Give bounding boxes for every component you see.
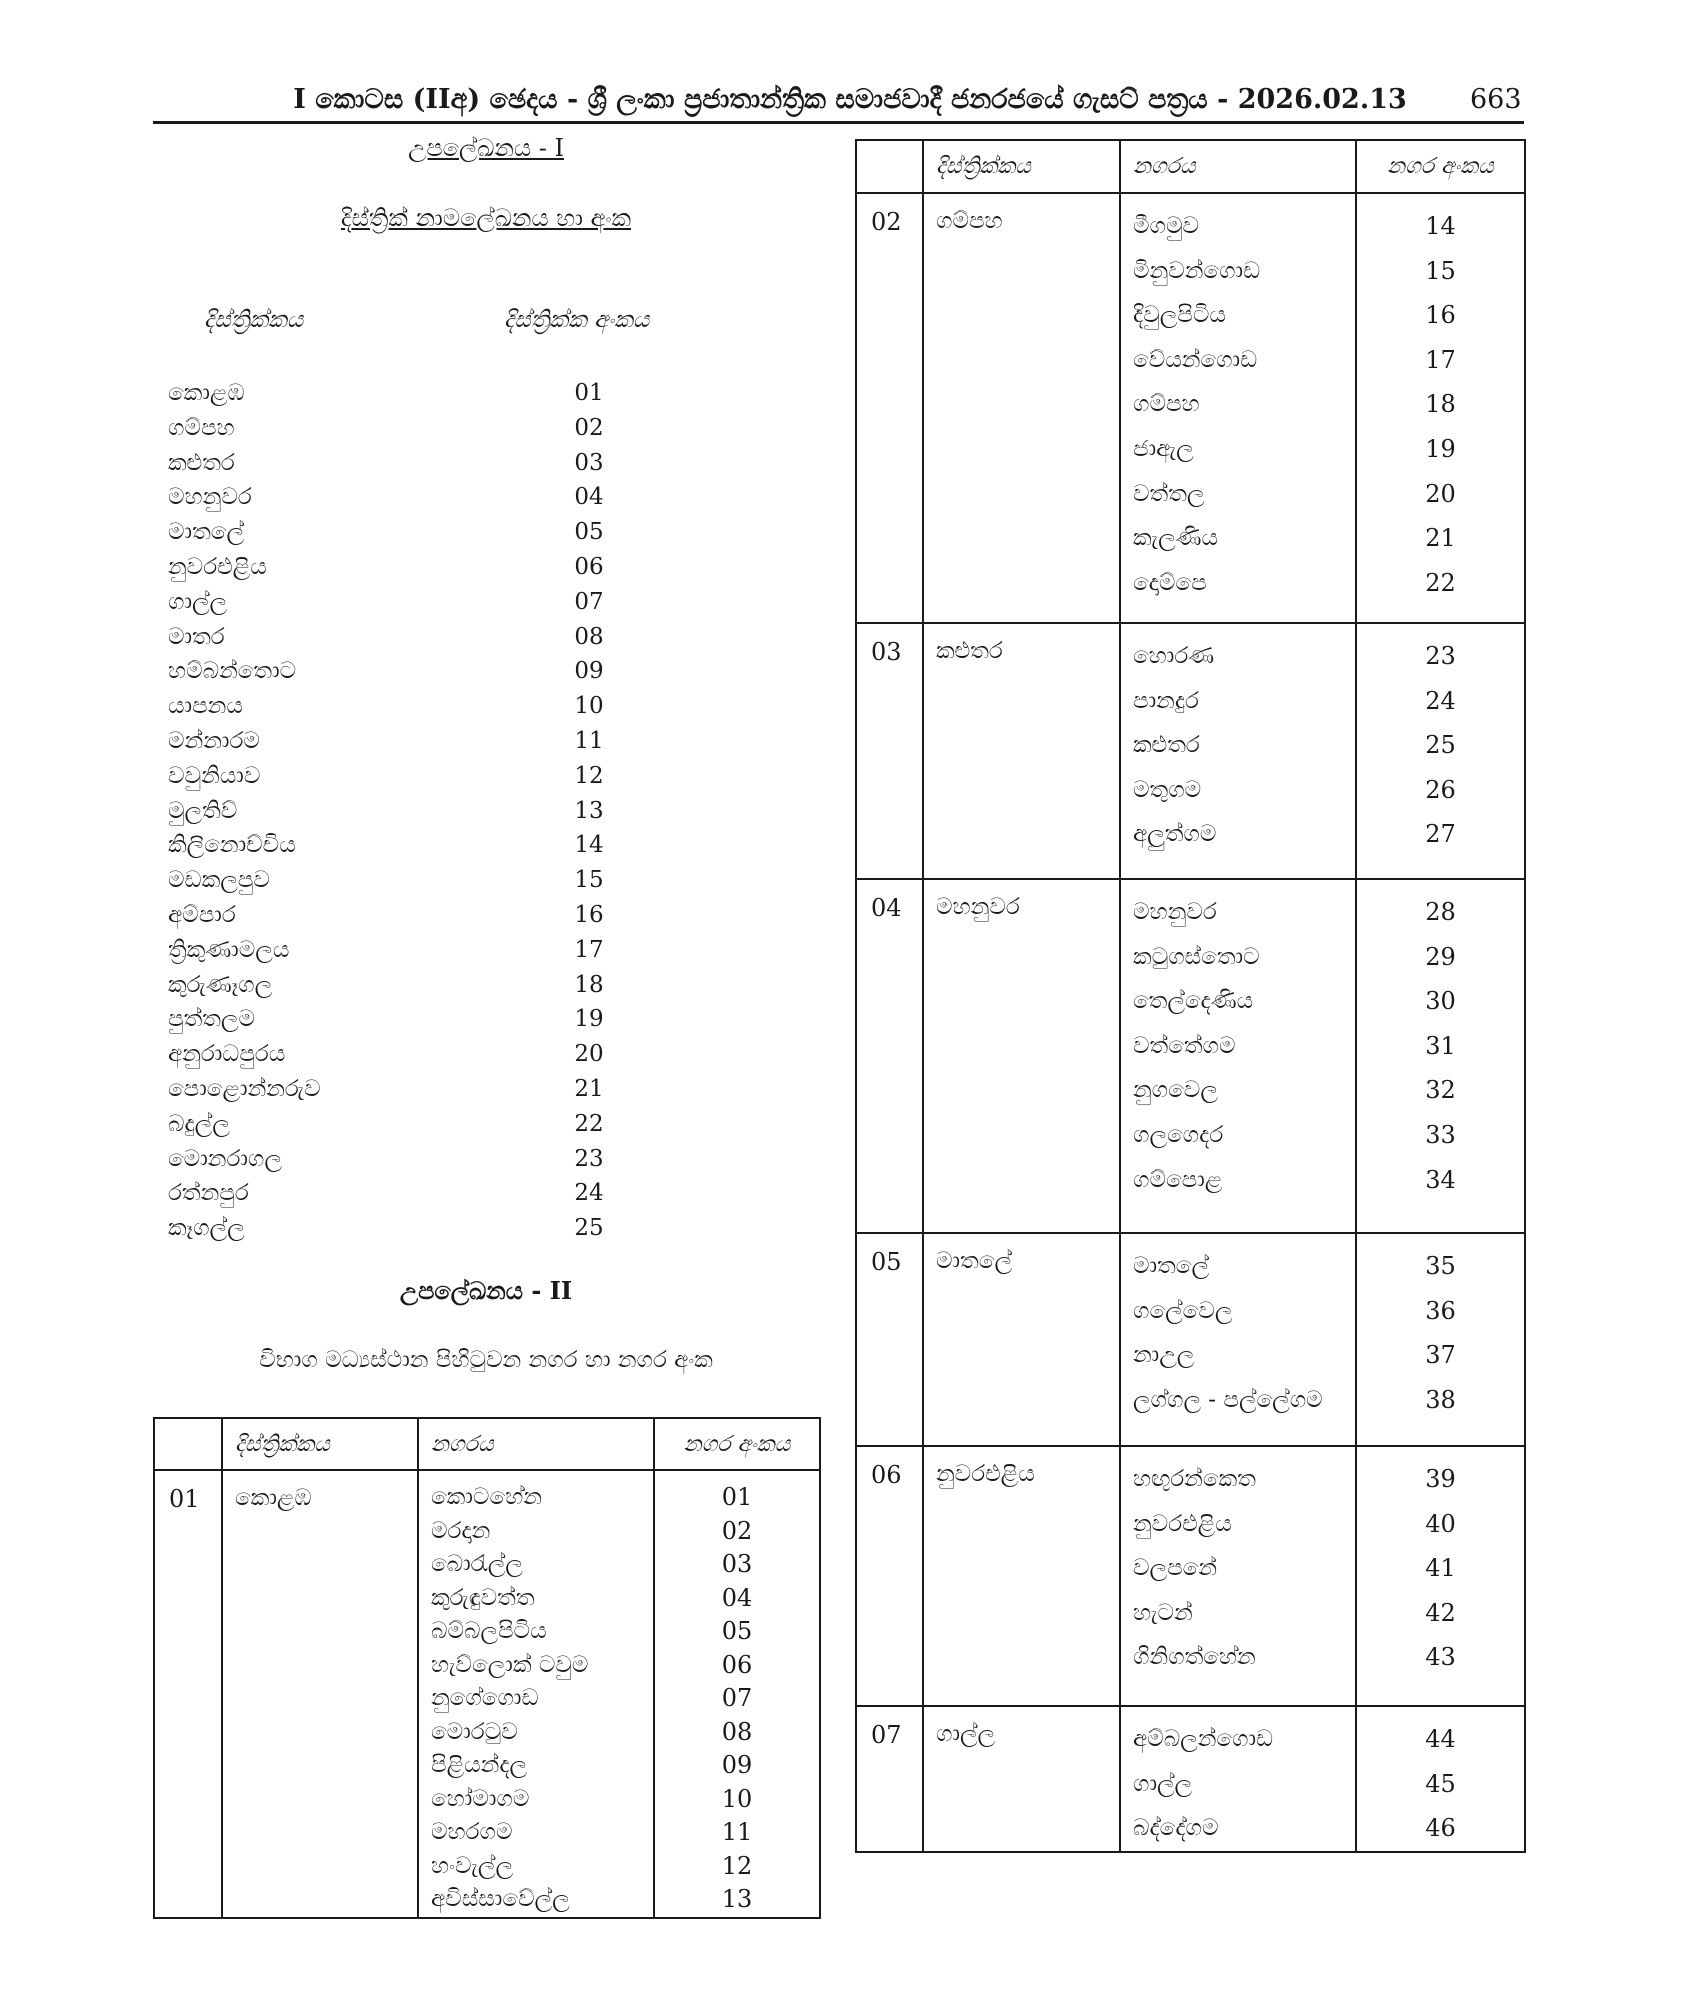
district-code: 04 [856, 879, 923, 1233]
list-item: මන්නාරම 11 [168, 727, 604, 754]
district-name: ගාල්ල [923, 1706, 1120, 1852]
district-name: කොළඹ [222, 1470, 418, 1918]
list-item: ගම්පහ 02 [168, 414, 604, 441]
table-row [154, 1470, 820, 1918]
list-item: රත්නපුර 24 [168, 1180, 604, 1207]
list-item: බදුල්ල 22 [168, 1110, 604, 1137]
district-code: 06 [856, 1446, 923, 1706]
annex-1-subtitle: දිස්ත්‍රික් නාමලේඛනය හා අංක [340, 204, 632, 232]
list-item: ගාල්ල 07 [168, 588, 604, 615]
annex-1-col-code: දිස්ත්‍රික්ක අංකය [504, 307, 650, 333]
list-item: පොළොන්නරුව 21 [168, 1075, 604, 1102]
annex-1-col-district: දිස්ත්‍රික්කය [204, 307, 304, 333]
district-name: නුවරඑළිය [923, 1446, 1120, 1706]
town-code-table-right [855, 139, 1526, 1853]
table-row [856, 1706, 1525, 1852]
district-name: මාතලේ [923, 1233, 1120, 1446]
list-item: වවුනියාව 12 [168, 762, 604, 789]
list-item: පුත්තලම 19 [168, 1006, 604, 1033]
list-item: කුරුණෑගල 18 [168, 971, 604, 998]
district-code: 02 [856, 193, 923, 623]
header-rule [153, 121, 1524, 124]
gazette-header-title: I කොටස (IIඅ) ඡෙදය - ශ්‍රී ලංකා ප්‍රජාතාන්ත්‍රික සමාජවාදී ජනරජයේ ගැසට් පත්‍රය - 2026.02.13 [293, 84, 1407, 115]
district-code: 05 [856, 1233, 923, 1446]
annex-1-title: උපලේඛනය - I [408, 134, 564, 162]
col-header-town-code: නගර අංකය [1356, 140, 1525, 193]
list-item: මුලතිව් 13 [168, 797, 604, 824]
town-list: අම්බලන්ගොඩ ගාල්ල බද්දේගම [1120, 1706, 1356, 1852]
list-item: කළුතර 03 [168, 449, 604, 476]
list-item: මහනුවර 04 [168, 484, 604, 511]
district-name: මහනුවර [923, 879, 1120, 1233]
col-header-town-code: නගර අංකය [654, 1418, 820, 1470]
list-item: ත්‍රිකුණාමලය 17 [168, 936, 604, 963]
list-item: හම්බන්තොට 09 [168, 658, 604, 685]
town-code-table-left [153, 1417, 821, 1919]
town-list: කොටහේන මරදාන බොරැල්ල කුරුඳුවත්ත බම්බලපිටිය හැව්ලොක් ටවුම නුගේගොඩ මොරටුව පිළියන්දල හෝමාගම මහරගම හංවැල්ල අවිස්සාවේල්ල [418, 1470, 654, 1918]
list-item: කිලිනොච්චිය 14 [168, 832, 604, 859]
table-header-row [154, 1418, 820, 1470]
town-list: මාතලේ ගලේවෙල නාඋල ලග්ගල - පල්ලේගම [1120, 1233, 1356, 1446]
list-item: නුවරඑළිය 06 [168, 553, 604, 580]
annex-2-title: උපලේඛනය - II [399, 1276, 573, 1305]
annex-2-subtitle: විභාග මධ්‍යස්ථාන පිහිටුවන නගර හා නගර අංක [259, 1347, 713, 1373]
district-name: කළුතර [923, 623, 1120, 879]
town-number-list: 23 24 25 26 27 [1356, 623, 1525, 879]
list-item: යාපනය 10 [168, 693, 604, 720]
col-header-code [856, 140, 923, 193]
town-number-list: 28 29 30 31 32 33 34 [1356, 879, 1525, 1233]
col-header-town: නගරය [418, 1418, 654, 1470]
town-number-list: 39 40 41 42 43 [1356, 1446, 1525, 1706]
town-number-list: 14 15 16 17 18 19 20 21 22 [1356, 193, 1525, 623]
table-row [856, 879, 1525, 1233]
table-row [856, 193, 1525, 623]
town-number-list: 35 36 37 38 [1356, 1233, 1525, 1446]
col-header-district: දිස්ත්‍රික්කය [222, 1418, 418, 1470]
town-list: හඟුරන්කෙත නුවරඑළිය වලපනේ හැටන් ගිනිගත්හේන [1120, 1446, 1356, 1706]
list-item: මොනරාගල 23 [168, 1145, 604, 1172]
table-row [856, 623, 1525, 879]
col-header-code [154, 1418, 222, 1470]
list-item: කොළඹ 01 [168, 380, 604, 406]
town-list: මීගමුව මිනුවන්ගොඩ දිවුලපිටිය වේයන්ගොඩ ගම්පහ ජාඇල වත්තල කැලණිය දොම්පෙ [1120, 193, 1356, 623]
town-number-list: 44 45 46 [1356, 1706, 1525, 1852]
list-item: මාතලේ 05 [168, 519, 604, 546]
list-item: අම්පාර 16 [168, 901, 604, 928]
town-number-list: 01 02 03 04 05 06 07 08 09 10 11 12 13 [654, 1470, 820, 1918]
district-code: 03 [856, 623, 923, 879]
town-list: හොරණ පානදුර කළුතර මතුගම අලුත්ගම [1120, 623, 1356, 879]
table-row [856, 1233, 1525, 1446]
district-code: 07 [856, 1706, 923, 1852]
page-number: 663 [1470, 84, 1522, 115]
district-name: ගම්පහ [923, 193, 1120, 623]
town-list: මහනුවර කටුගස්තොට තෙල්දෙණිය වත්තේගම නුගවෙල ගලගෙදර ගම්පොළ [1120, 879, 1356, 1233]
table-row [856, 1446, 1525, 1706]
list-item: මඩකලපුව 15 [168, 867, 604, 894]
table-header-row [856, 140, 1525, 193]
district-code: 01 [154, 1470, 222, 1918]
list-item: මාතර 08 [168, 623, 604, 650]
list-item: කෑගල්ල 25 [168, 1215, 604, 1242]
list-item: අනුරාධපුරය 20 [168, 1041, 604, 1068]
col-header-town: නගරය [1120, 140, 1356, 193]
col-header-district: දිස්ත්‍රික්කය [923, 140, 1120, 193]
district-code-list [168, 376, 688, 1246]
